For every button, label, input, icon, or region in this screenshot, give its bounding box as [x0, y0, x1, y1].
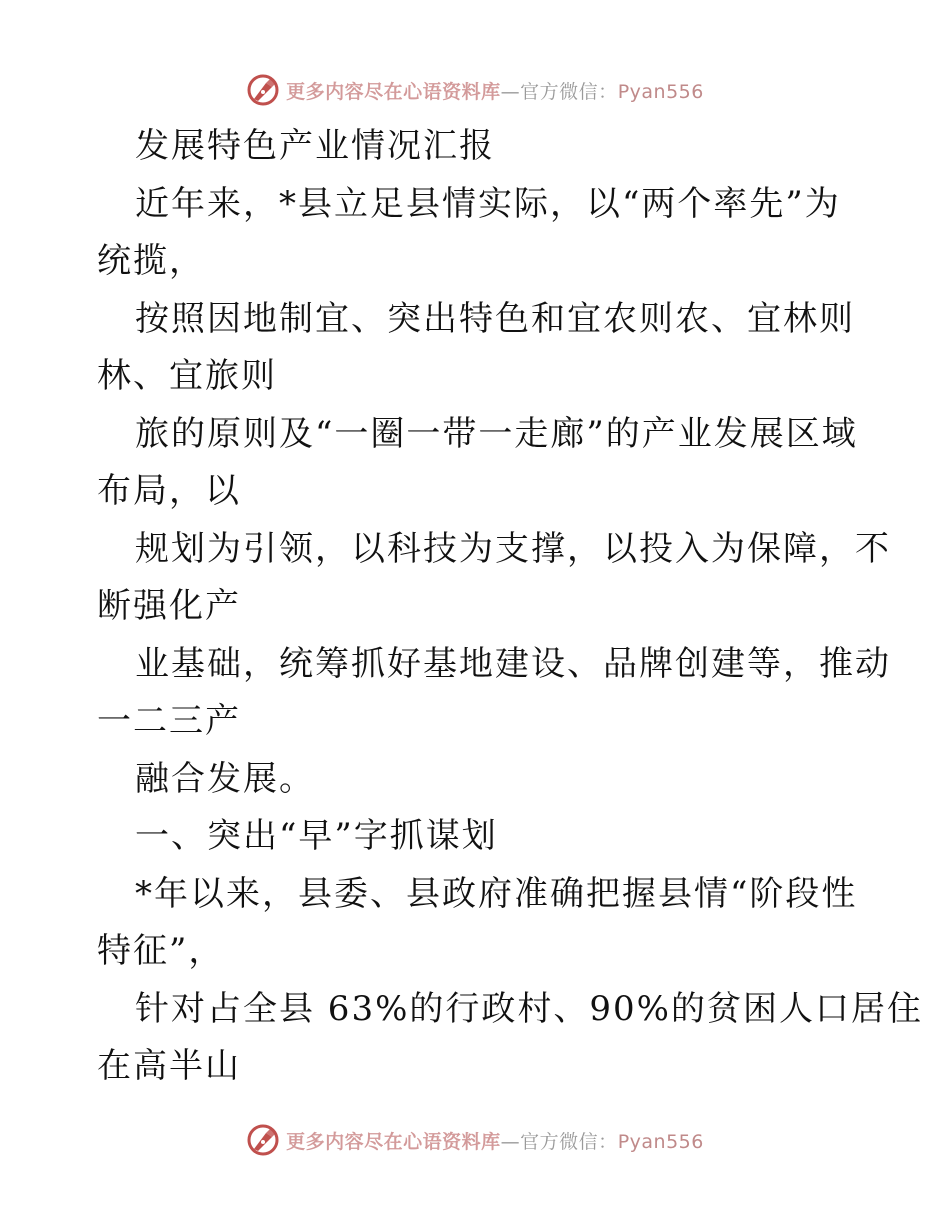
paragraph-line: 融合发展。 [135, 758, 315, 799]
paragraph-line: *年以来，县委、县政府准确把握县情“阶段性 [135, 873, 858, 914]
paragraph-line: 统揽， [97, 241, 205, 281]
footer-watermark [0, 1120, 950, 1160]
watermark-text [286, 1127, 704, 1154]
watermark-separator: — [500, 1130, 521, 1153]
watermark-separator: — [500, 80, 521, 103]
paragraph-line: 特征”， [97, 931, 225, 971]
watermark-main: 更多内容尽在心语资料库 [286, 80, 501, 103]
paragraph-line: 林、宜旅则 [97, 356, 277, 396]
watermark-text [286, 77, 704, 104]
watermark-label: 官方微信： [520, 80, 618, 103]
paragraph-line: 规划为引领，以科技为支撑，以投入为保障，不 [135, 528, 891, 569]
paragraph-line: 旅的原则及“一圈一带一走廊”的产业发展区域 [135, 413, 858, 454]
document-title: 发展特色产业情况汇报 [135, 126, 495, 166]
paragraph-line: 布局，以 [97, 471, 241, 511]
document-body [97, 118, 923, 1096]
paragraph-line: 按照因地制宜、突出特色和宜农则农、宜林则 [135, 298, 855, 339]
watermark-id: Pyan556 [617, 1130, 704, 1153]
paragraph-line: 近年来，*县立足县情实际，以“两个率先”为 [135, 183, 841, 224]
pen-nib-logo-icon [246, 1123, 280, 1157]
header-watermark [0, 70, 950, 110]
paragraph-line: 在高半山 [97, 1046, 241, 1086]
paragraph-line: 断强化产 [97, 586, 241, 626]
watermark-main: 更多内容尽在心语资料库 [286, 1130, 501, 1153]
pen-nib-logo-icon [246, 73, 280, 107]
watermark-id: Pyan556 [617, 80, 704, 103]
section-heading: 一、突出“早”字抓谋划 [135, 816, 498, 856]
paragraph-line: 一二三产 [97, 701, 241, 741]
paragraph-line: 针对占全县 63%的行政村、90%的贫困人口居住 [135, 988, 923, 1029]
paragraph-line: 业基础，统筹抓好基地建设、品牌创建等，推动 [135, 643, 891, 684]
watermark-label: 官方微信： [520, 1130, 618, 1153]
